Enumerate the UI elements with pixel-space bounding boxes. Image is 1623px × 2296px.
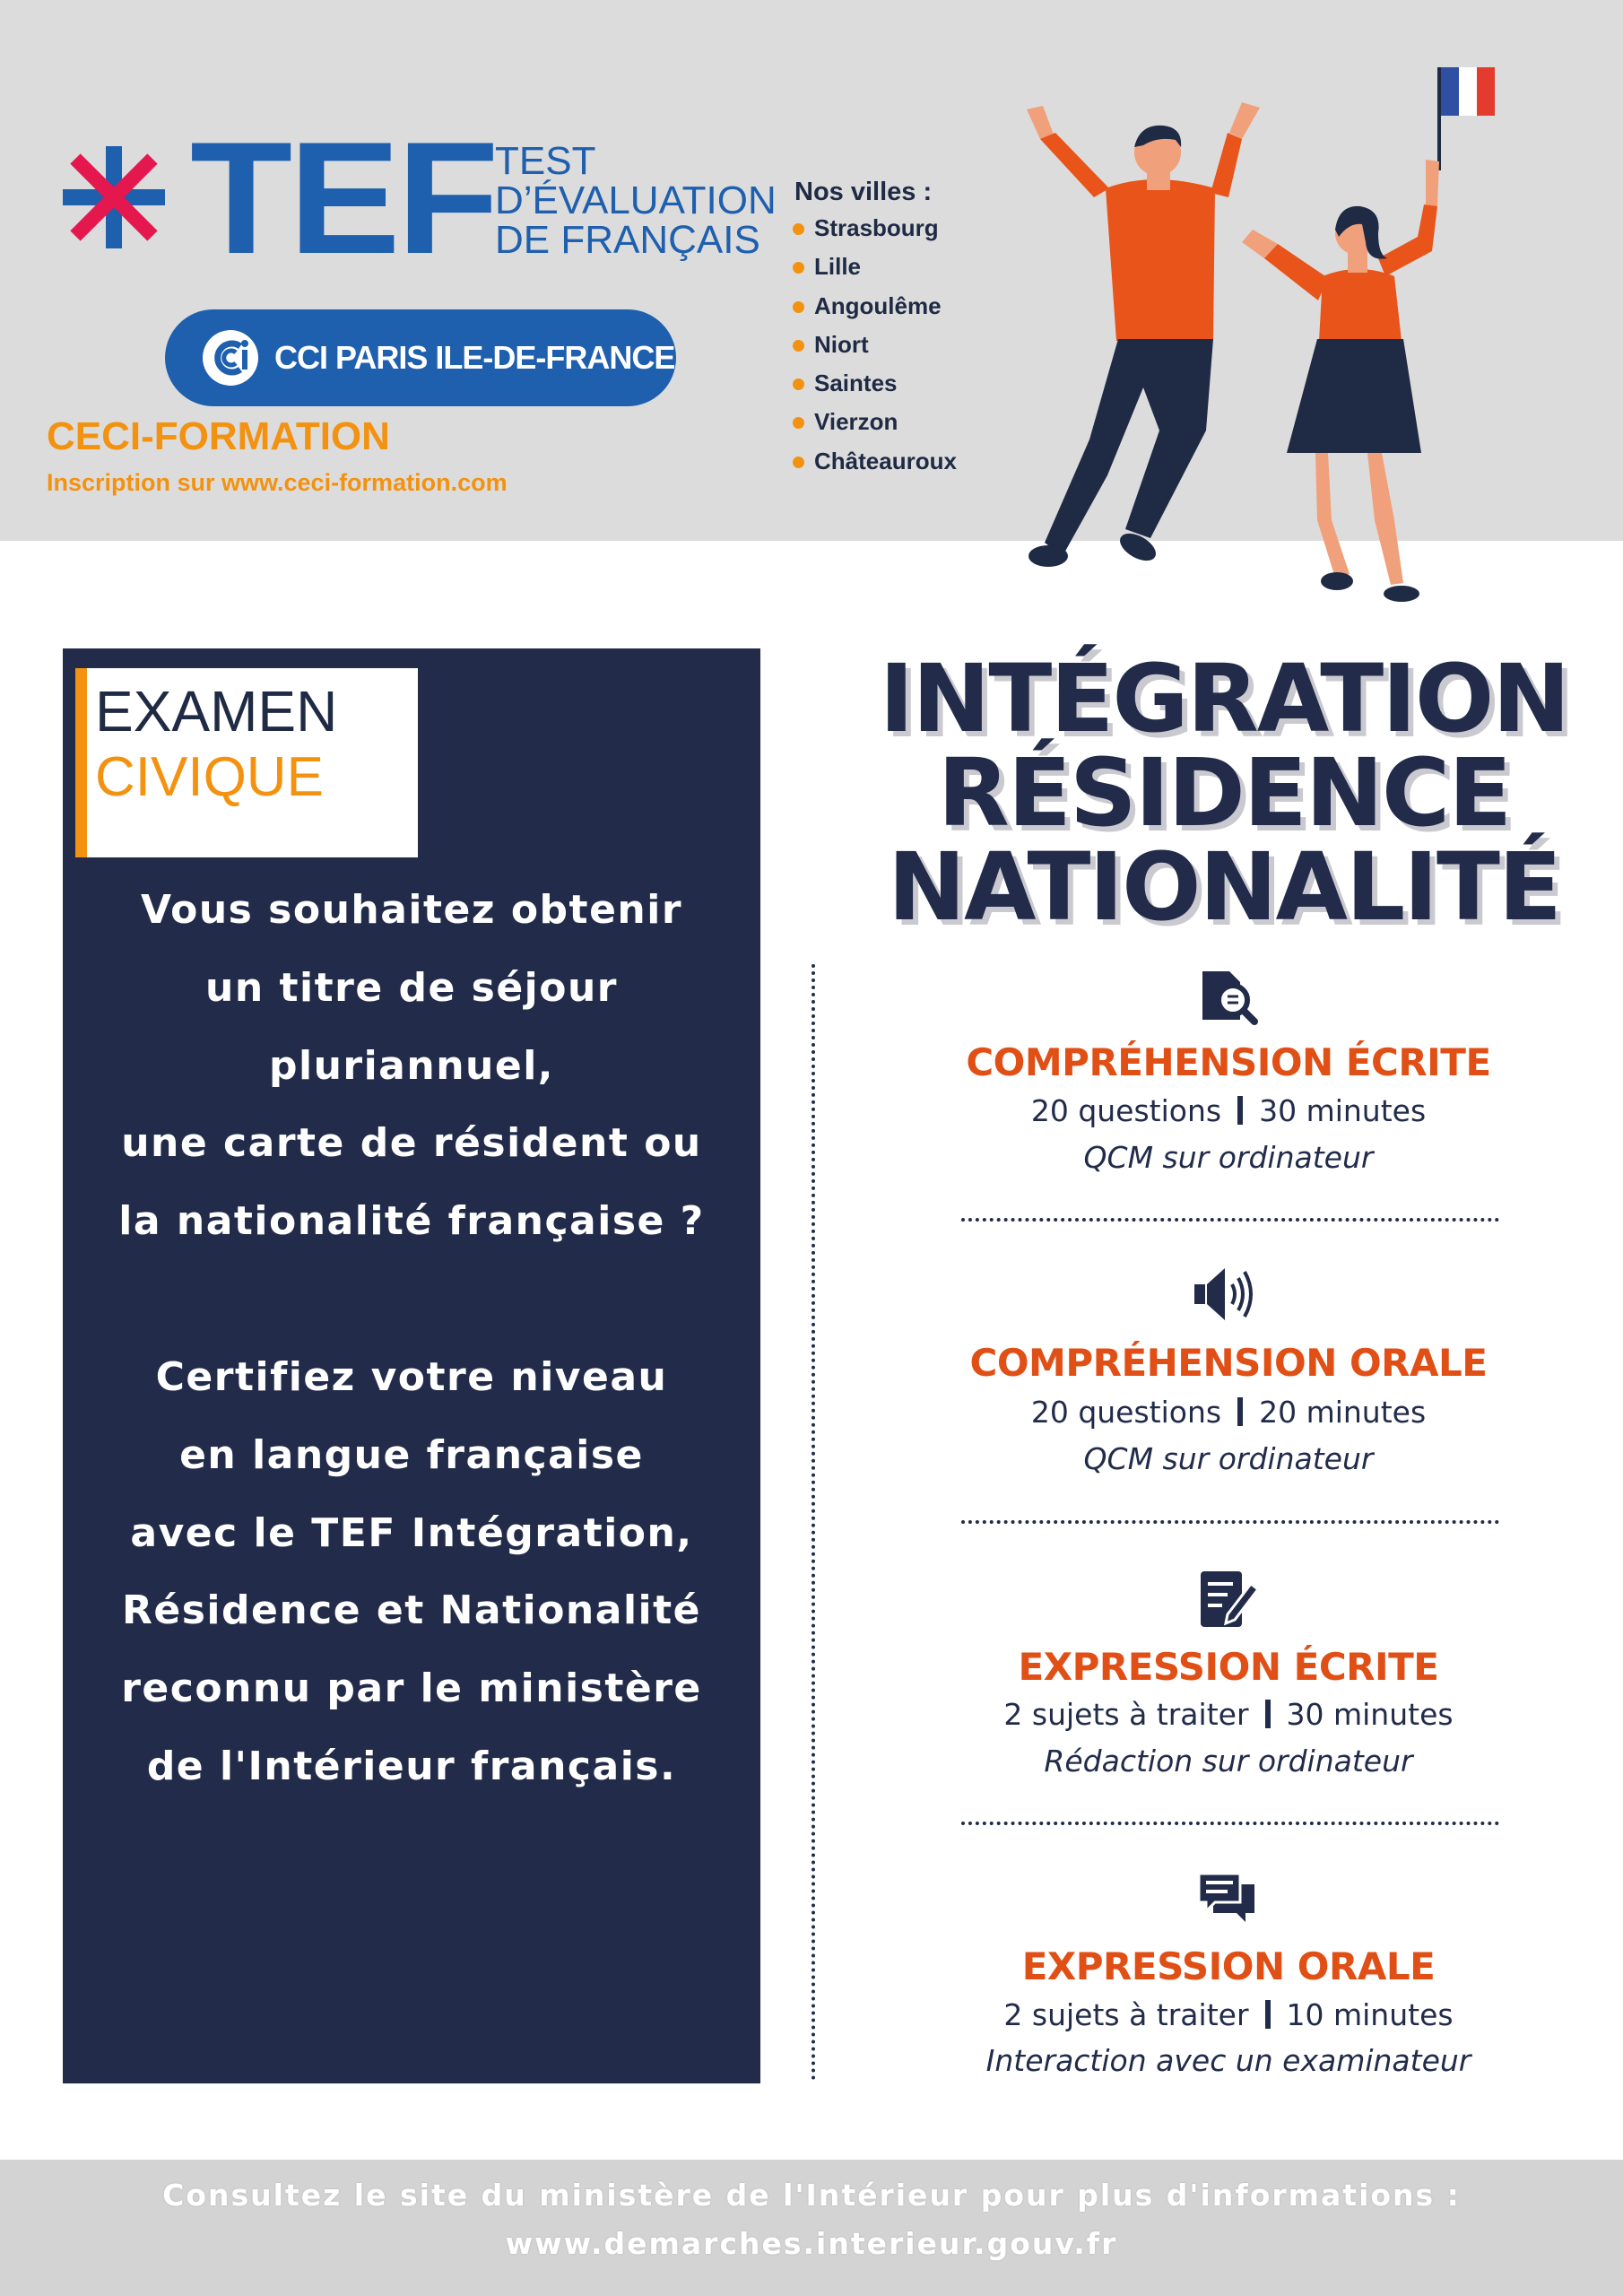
bullet-dot-icon [793,378,804,390]
cci-label: CCI PARIS ILE-DE-FRANCE [274,339,675,376]
horizontal-dotted-divider [961,1520,1499,1524]
section-duration: 30 minutes [1286,1697,1454,1732]
city-label: Niort [814,330,869,358]
city-label: Strasbourg [814,214,939,241]
city-item [793,252,957,291]
headline-line: INTÉGRATION [879,644,1569,753]
headline-line: RÉSIDENCE [937,738,1511,848]
tef-sub-line: TEST [495,139,596,183]
vertical-dotted-divider [812,964,815,2081]
section-title: EXPRESSION ORALE [1021,1944,1436,1988]
headline-line: NATIONALITÉ [888,832,1560,942]
intro-line: pluriannuel, [269,1042,554,1089]
section-mode: QCM sur ordinateur [1083,1140,1374,1175]
document-search-icon [1197,964,1260,1027]
section-count: 20 questions [1030,1093,1222,1128]
city-item [793,213,957,252]
bullet-dot-icon [793,301,804,313]
exam-box-line2: CIVIQUE [95,746,324,808]
bullet-dot-icon [793,457,804,468]
bullet-dot-icon [793,340,804,352]
section-mode: Interaction avec un examinateur [985,2043,1471,2078]
section-mode: Rédaction sur ordinateur [1044,1744,1413,1779]
section-info [897,1997,1560,2032]
speaker-icon [1191,1263,1254,1326]
separator-bar [1237,1096,1243,1125]
intro-line: de l'Intérieur français. [146,1743,677,1789]
chat-bubbles-icon [1195,1868,1258,1931]
section-duration: 30 minutes [1259,1093,1427,1128]
tef-sub-line: D’ÉVALUATION [495,178,777,222]
footer-info: Consultez le site du ministère de l'Intérieur pour plus d'informations : [162,2178,1461,2213]
document-edit-icon [1197,1568,1260,1631]
intro-line: Certifiez votre niveau [155,1354,668,1400]
cities-list [793,213,957,485]
city-item [793,407,957,446]
separator-bar [1237,1397,1243,1426]
section-count: 20 questions [1030,1395,1222,1430]
section-title: COMPRÉHENSION ORALE [969,1341,1488,1385]
cci-logo-badge [165,309,676,406]
city-label: Vierzon [814,408,898,436]
intro-line: reconnu par le ministère [121,1665,702,1712]
celebrating-people-illustration [973,54,1556,614]
section-title: COMPRÉHENSION ÉCRITE [966,1040,1491,1084]
tef-sub-line: DE FRANÇAIS [495,218,760,262]
section-count: 2 sujets à traiter [1003,1997,1249,2032]
separator-bar [1265,2000,1271,2029]
footer-link[interactable]: www.demarches.interieur.gouv.fr [505,2226,1118,2261]
section-title: EXPRESSION ÉCRITE [1018,1645,1439,1689]
horizontal-dotted-divider [961,1218,1499,1222]
organizer-name: CECI-FORMATION [47,414,390,458]
tef-logo-subtitle [495,139,777,262]
intro-certification [63,1339,760,1806]
exam-box-line1: EXAMEN [95,679,338,744]
intro-line: avec le TEF Intégration, [130,1509,693,1556]
section-duration: 20 minutes [1259,1395,1427,1430]
section-info [897,1697,1560,1732]
section-count: 2 sujets à traiter [1003,1697,1249,1732]
intro-line: un titre de séjour [205,964,618,1011]
separator-bar [1265,1700,1271,1728]
bullet-dot-icon [793,417,804,429]
cities-title: Nos villes : [794,178,933,206]
intro-line: une carte de résident ou [121,1120,702,1167]
horizontal-dotted-divider [961,1822,1499,1825]
city-item [793,291,957,330]
tef-asterisk-icon [56,139,172,256]
city-label: Angoulême [814,291,942,319]
intro-question [63,872,760,1261]
cci-logo-icon [201,328,260,387]
section-duration: 10 minutes [1286,1997,1454,2032]
city-item [793,447,957,485]
city-label: Lille [814,253,862,281]
city-label: Saintes [814,370,898,397]
bullet-dot-icon [793,262,804,274]
city-item [793,369,957,407]
intro-line: la nationalité française ? [118,1198,705,1245]
organizer-inscription: Inscription sur www.ceci-formation.com [47,469,508,496]
intro-line: en langue française [179,1431,644,1478]
intro-line: Résidence et Nationalité [121,1587,701,1634]
bullet-dot-icon [793,223,804,235]
section-info [897,1395,1560,1430]
city-label: Châteauroux [814,447,957,474]
tef-logo-word: TEF [190,109,496,287]
city-item [793,330,957,369]
section-mode: QCM sur ordinateur [1083,1441,1374,1476]
section-info [897,1093,1560,1128]
intro-line: Vous souhaitez obtenir [140,887,683,933]
